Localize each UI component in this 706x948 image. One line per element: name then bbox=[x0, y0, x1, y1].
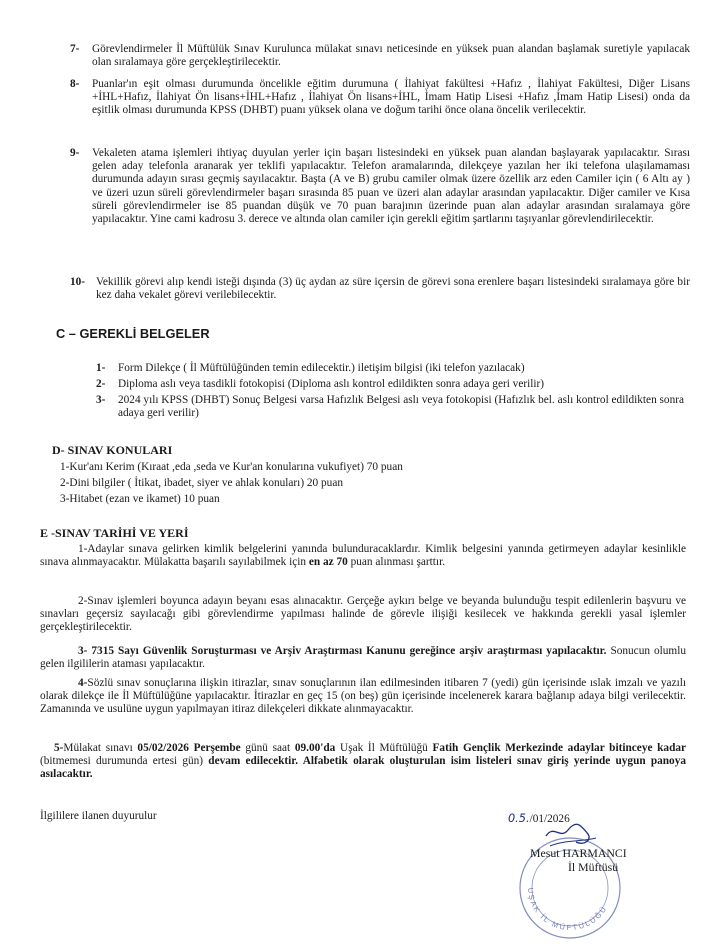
paragraph-text: Adaylar sınava gelirken kimlik belgelerini yanında bulunduracaklardır. Kimlik belgesini yanında getirmeyen adaylar kesinlikle sınava alınmayacaktır. Mülakatta başarılı sayılabilmek için bbox=[40, 543, 686, 569]
item-9 bbox=[70, 147, 690, 226]
item-text: Hitabet (ezan ve ikamet) 10 puan bbox=[69, 493, 220, 505]
paragraph-text-end: Sonucun olumlu gelen ilgililerin ataması yapılacaktır. bbox=[40, 645, 687, 671]
item-number: 2- bbox=[60, 477, 70, 489]
item-number: 3- bbox=[60, 493, 70, 505]
paragraph-number: 4- bbox=[78, 677, 88, 689]
item-7 bbox=[70, 43, 690, 69]
item-number: 9- bbox=[70, 147, 80, 159]
item-number: 1- bbox=[60, 461, 70, 473]
min-score-emphasis: en az 70 bbox=[308, 556, 348, 569]
section-c-item-1 bbox=[96, 362, 688, 375]
item-8 bbox=[70, 78, 690, 118]
section-c-item-2 bbox=[96, 378, 688, 391]
paragraph-number: 1- bbox=[78, 543, 88, 555]
seal-text: UŞAK İL MÜFTÜLÜĞÜ bbox=[525, 887, 610, 933]
paragraph-number: 3- 7315 Sayı bbox=[78, 645, 139, 657]
section-e-paragraph-1 bbox=[40, 543, 686, 569]
section-c-item-3 bbox=[96, 394, 688, 420]
section-e-paragraph-4 bbox=[40, 677, 686, 717]
law-reference: Güvenlik Soruşturması ve Arşiv Araştırması Kanunu gereğince arşiv araştırması yapılacaktır. bbox=[142, 645, 607, 657]
item-number: 2- bbox=[96, 378, 106, 390]
paragraph-text-end: devam edilecektir. Alfabetik olarak oluşturulan isim listeleri sınav giriş yerinde uygun panoya asılacaktır. bbox=[40, 755, 686, 781]
paragraph-text: (bitmemesi durumunda ertesi gün) bbox=[40, 755, 204, 768]
paragraph-text: Uşak İl Müftülüğü bbox=[340, 742, 428, 754]
paragraph-text: günü saat bbox=[245, 742, 291, 754]
section-e-paragraph-3 bbox=[40, 645, 686, 671]
item-10 bbox=[70, 276, 690, 302]
item-number: 10- bbox=[70, 276, 86, 288]
item-number: 1- bbox=[96, 362, 106, 374]
item-number: 8- bbox=[70, 78, 80, 90]
item-text: Vekaleten atama işlemleri ihtiyaç duyulan yerler için başarı listesindeki en yüksek puan alandan başlayarak yapılacaktır. Sırası gelen aday telefonla aranarak yer teklifi yapılacaktır. Telefon aramalarında, dilekçeye yazılan her iki telefona ulaşılamaması durumunda adayın sırası geçmiş sayılacaktır. Başta (A ve B) grubu camiler olmak üzere özellik arz eden Camiler için ( 6 Altı ay ) ve üzeri uzun süreli görevlendirmeler başarı sırasında 85 puan ve üzeri alan adaylar arasından yapılacaktır. Diğer camiler ve Kısa süreli görevlendirmeler ise 85 puandan düşük ve 70 puan barajının üzerinde puan alan adaylar arasından sıralamaya göre yapılacaktır. Yine cami kadrosu 3. derece ve altında olan camiler için gerekli eğitim şartlarını taşıyanlar görevlendirilecektir. bbox=[92, 147, 690, 226]
item-number: 7- bbox=[70, 43, 80, 55]
closing-text: İlgililere ilanen duyurulur bbox=[40, 810, 157, 822]
svg-text:UŞAK İL MÜFTÜLÜĞÜ bbox=[526, 887, 609, 932]
exam-time: 09.00'da bbox=[294, 742, 336, 754]
item-text: Vekillik görevi alıp kendi isteği dışında (3) üç aydan az süre içersin de görevi sona erenlere başarı listesindeki sıralamaya göre bir kez daha vekalet görevi verilebilecektir. bbox=[96, 276, 690, 302]
item-number: 3- bbox=[96, 394, 106, 406]
official-seal-stamp bbox=[488, 818, 648, 948]
signatory-title: İl Müftüsü bbox=[568, 860, 619, 874]
signature-date-day: 0.5. bbox=[508, 812, 530, 825]
section-e-paragraph-5 bbox=[40, 742, 686, 782]
item-text: Kur'anı Kerim (Kıraat ,eda ,seda ve Kur'an konularına vukufiyet) 70 puan bbox=[69, 461, 403, 473]
paragraph-text-end: puan alınması şarttır. bbox=[350, 556, 446, 569]
paragraph-text: Sözlü sınav sonuçlarına ilişkin itirazlar, sınav sonuçlarının ilan edilmesinden itibaren 7 (yedi) gün içerisinde ıslak imzalı ve yazılı olarak dilekçe ile İl Müftülüğüne yapılacaktır. İtirazlar en geç 15 (on beş) gün içerisinde incelenerek karara bağlanıp adaya bilgi verilecektir. Zamanında ve usulüne uygun yapılmayan itiraz dilekçeleri dikkate alınmayacaktır. bbox=[40, 677, 686, 716]
paragraph-text: Mülakat sınavı bbox=[63, 742, 133, 754]
section-e-paragraph-2 bbox=[40, 595, 686, 635]
paragraph-text: Sınav işlemleri boyunca adayın beyanı esas alınacaktır. Gerçeğe aykırı belge ve beyanda bulunduğu tespit edilenlerin başvuru ve sınavları geçersiz sayılacağı gibi görevlendirme yapılması halinde de görevle ilişiği kesilecek ve hakkında gerekli yasal işlemler gerçekleştirilecektir. bbox=[40, 595, 686, 634]
section-e-title: E -SINAV TARİHİ VE YERİ bbox=[40, 526, 189, 540]
paragraph-number: 2- bbox=[78, 595, 88, 607]
item-text: Görevlendirmeler İl Müftülük Sınav Kurulunca mülakat sınavı neticesinde en yüksek puan alandan başlamak suretiyle yapılacak olan sıralamaya göre gerçekleştirilecektir. bbox=[92, 43, 690, 69]
exam-place: Fatih Gençlik Merkezinde adaylar bitinceye kadar bbox=[432, 742, 687, 754]
section-c-title: C – GEREKLİ BELGELER bbox=[56, 326, 210, 341]
item-text: 2024 yılı KPSS (DHBT) Sonuç Belgesi varsa Hafızlık Belgesi aslı veya fotokopisi (Hafızlık bel. aslı kontrol edildikten sonra adaya geri verilir) bbox=[118, 394, 685, 420]
signatory-name: Mesut HARMANCI bbox=[530, 846, 627, 860]
section-d-title: D- SINAV KONULARI bbox=[52, 443, 173, 457]
section-d-item-3 bbox=[60, 493, 220, 506]
signature-date-rest: /01/2026 bbox=[529, 813, 570, 825]
item-text: Dini bilgiler ( İtikat, ibadet, siyer ve ahlak konuları) 20 puan bbox=[69, 477, 343, 489]
item-text: Form Dilekçe ( İl Müftülüğünden temin edilecektir.) iletişim bilgisi (iki telefon yazılacak) bbox=[118, 362, 525, 374]
signature-date bbox=[508, 812, 570, 825]
exam-date: 05/02/2026 Perşembe bbox=[137, 742, 241, 754]
item-text: Diploma aslı veya tasdikli fotokopisi (Diploma aslı kontrol edildikten sonra adaya geri verilir) bbox=[118, 378, 545, 390]
paragraph-number: 5- bbox=[54, 742, 64, 754]
section-d-item-1 bbox=[60, 461, 403, 474]
section-d-item-2 bbox=[60, 477, 343, 490]
item-text: Puanlar'ın eşit olması durumunda öncelikle eğitim durumuna ( İlahiyat fakültesi +Hafız , İlahiyat Fakültesi, Diğer Lisans +İHL+Hafız, İlahiyat Ön lisans+İHL+Hafız , İlahiyat Ön lisans+İHL, İmam Hatip Lisesi +Hafız ,İmam Hatip Lisesi) onda da eşitlik olması durumunda KPSS (DHBT) puanı yüksek olana ve doğum tarihi önce olana öncelik verilecektir. bbox=[92, 78, 690, 117]
